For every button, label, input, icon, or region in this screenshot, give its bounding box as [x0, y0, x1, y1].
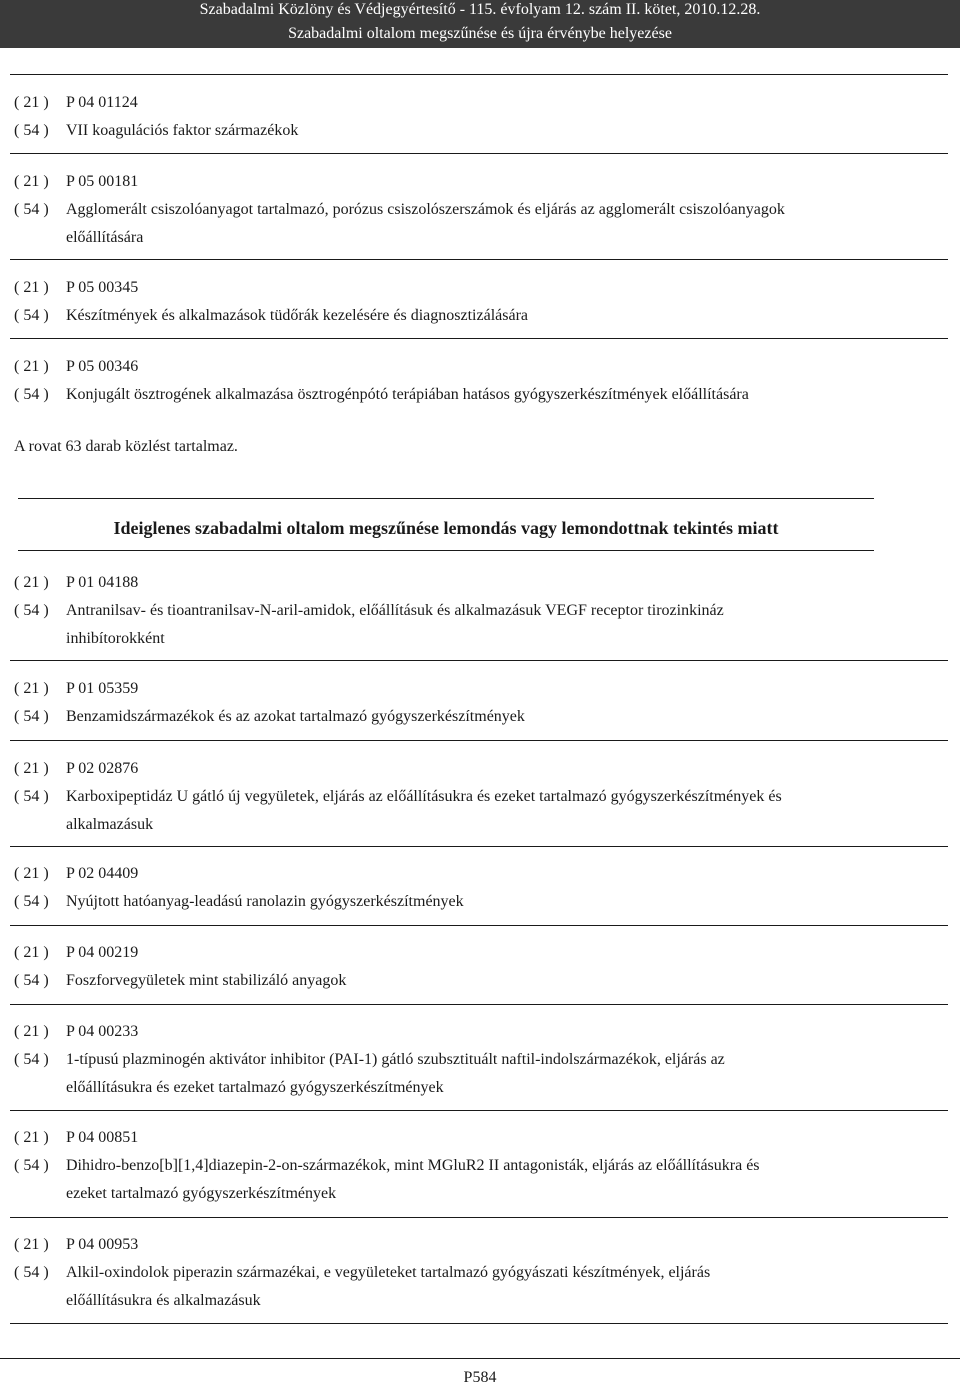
field-54-code: ( 54 ): [14, 201, 49, 218]
patent-entry: [0, 1124, 960, 1208]
invention-title: Készítmények és alkalmazások tüdőrák kezelésére és diagnosztizálására: [66, 307, 529, 324]
application-number: P 05 00345: [66, 279, 139, 296]
divider: [10, 740, 948, 741]
application-number: P 01 05359: [66, 680, 139, 697]
field-21-code: ( 21 ): [14, 574, 49, 591]
field-54-code: ( 54 ): [14, 1051, 49, 1068]
invention-title: Nyújtott hatóanyag-leadású ranolazin gyógyszerkészítmények: [66, 893, 464, 910]
invention-title: Foszforvegyületek mint stabilizáló anyagok: [66, 972, 347, 989]
invention-title: Dihidro-benzo[b][1,4]diazepin-2-on-származékok, mint MGluR2 II antagonisták, eljárás az előállításukra és: [66, 1157, 760, 1174]
application-number: P 04 00851: [66, 1129, 139, 1146]
patent-entry: [0, 1231, 960, 1315]
patent-entry: [0, 675, 960, 731]
application-number: P 04 00953: [66, 1236, 139, 1253]
field-21-code: ( 21 ): [14, 173, 49, 190]
field-54-code: ( 54 ): [14, 307, 49, 324]
page-number: P584: [463, 1369, 497, 1386]
invention-title: Karboxipeptidáz U gátló új vegyületek, eljárás az előállításukra és ezeket tartalmazó gyógyszerkészítmények és: [66, 788, 782, 805]
patent-entry: [0, 274, 960, 330]
divider: [10, 153, 948, 154]
application-number: P 05 00181: [66, 173, 139, 190]
field-21-code: ( 21 ): [14, 1023, 49, 1040]
patent-entry: [0, 939, 960, 995]
divider: [10, 259, 948, 260]
application-number: P 02 04409: [66, 865, 139, 882]
invention-title: Alkil-oxindolok piperazin származékai, e vegyületeket tartalmazó gyógyászati készítmények, eljárás: [66, 1264, 711, 1281]
section-title-rule-bottom: [18, 550, 874, 551]
field-21-code: ( 21 ): [14, 865, 49, 882]
divider: [10, 925, 948, 926]
patent-entry: [0, 89, 960, 145]
field-21-code: ( 21 ): [14, 760, 49, 777]
journal-title: Szabadalmi Közlöny és Védjegyértesítő - 115. évfolyam 12. szám II. kötet, 2010.12.28.: [199, 1, 761, 18]
invention-title: VII koagulációs faktor származékok: [66, 122, 299, 139]
divider: [10, 74, 948, 75]
application-number: P 02 02876: [66, 760, 139, 777]
field-54-code: ( 54 ): [14, 708, 49, 725]
divider: [10, 338, 948, 339]
patent-entry: [0, 168, 960, 252]
application-number: P 05 00346: [66, 358, 139, 375]
divider: [10, 1110, 948, 1111]
field-21-code: ( 21 ): [14, 1236, 49, 1253]
page-header: [0, 0, 960, 48]
field-21-code: ( 21 ): [14, 944, 49, 961]
invention-title: Antranilsav- és tioantranilsav-N-aril-amidok, előállításuk és alkalmazásuk VEGF receptor tirozinkináz: [66, 602, 724, 619]
field-54-code: ( 54 ): [14, 972, 49, 989]
field-54-code: ( 54 ): [14, 1157, 49, 1174]
section-heading: Szabadalmi oltalom megszűnése és újra érvénybe helyezése: [288, 25, 672, 42]
field-21-code: ( 21 ): [14, 680, 49, 697]
patent-entry: [0, 569, 960, 653]
invention-title-cont: inhibítorokként: [66, 630, 165, 647]
invention-title: Agglomerált csiszolóanyagot tartalmazó, porózus csiszolószerszámok és eljárás az agglomerált csiszolóanyagok: [66, 201, 785, 218]
section-title: Ideiglenes szabadalmi oltalom megszűnése lemondás vagy lemondottnak tekintés miatt: [113, 518, 779, 538]
divider: [10, 1004, 948, 1005]
invention-title: 1-típusú plazminogén aktivátor inhibitor (PAI-1) gátló szubsztituált naftil-indolszármazékok, eljárás az: [66, 1051, 725, 1068]
patent-entry: [0, 1018, 960, 1102]
application-number: P 04 01124: [66, 94, 138, 111]
invention-title: Benzamidszármazékok és az azokat tartalmazó gyógyszerkészítmények: [66, 708, 525, 725]
invention-title-cont: előállítására: [66, 229, 144, 246]
field-54-code: ( 54 ): [14, 386, 49, 403]
application-number: P 01 04188: [66, 574, 139, 591]
invention-title: Konjugált ösztrogének alkalmazása ösztrogénpótó terápiában hatásos gyógyszerkészítmények előállítására: [66, 386, 749, 403]
field-54-code: ( 54 ): [14, 602, 49, 619]
section-summary: A rovat 63 darab közlést tartalmaz.: [14, 438, 238, 455]
patent-entry: [0, 860, 960, 916]
application-number: P 04 00219: [66, 944, 139, 961]
section-title-rule-top: [18, 498, 874, 499]
invention-title-cont: előállításukra és ezeket tartalmazó gyógyszerkészítmények: [66, 1079, 444, 1096]
field-54-code: ( 54 ): [14, 893, 49, 910]
invention-title-cont: előállításukra és alkalmazásuk: [66, 1292, 261, 1309]
patent-entry: [0, 353, 960, 409]
field-21-code: ( 21 ): [14, 1129, 49, 1146]
invention-title-cont: ezeket tartalmazó gyógyszerkészítmények: [66, 1185, 337, 1202]
field-54-code: ( 54 ): [14, 122, 49, 139]
divider: [10, 1217, 948, 1218]
footer-rule: [0, 1358, 960, 1359]
patent-entry: [0, 755, 960, 839]
invention-title-cont: alkalmazásuk: [66, 816, 154, 833]
divider: [10, 1323, 948, 1324]
divider: [10, 660, 948, 661]
field-54-code: ( 54 ): [14, 788, 49, 805]
field-21-code: ( 21 ): [14, 94, 49, 111]
field-21-code: ( 21 ): [14, 279, 49, 296]
field-21-code: ( 21 ): [14, 358, 49, 375]
application-number: P 04 00233: [66, 1023, 139, 1040]
divider: [10, 846, 948, 847]
field-54-code: ( 54 ): [14, 1264, 49, 1281]
